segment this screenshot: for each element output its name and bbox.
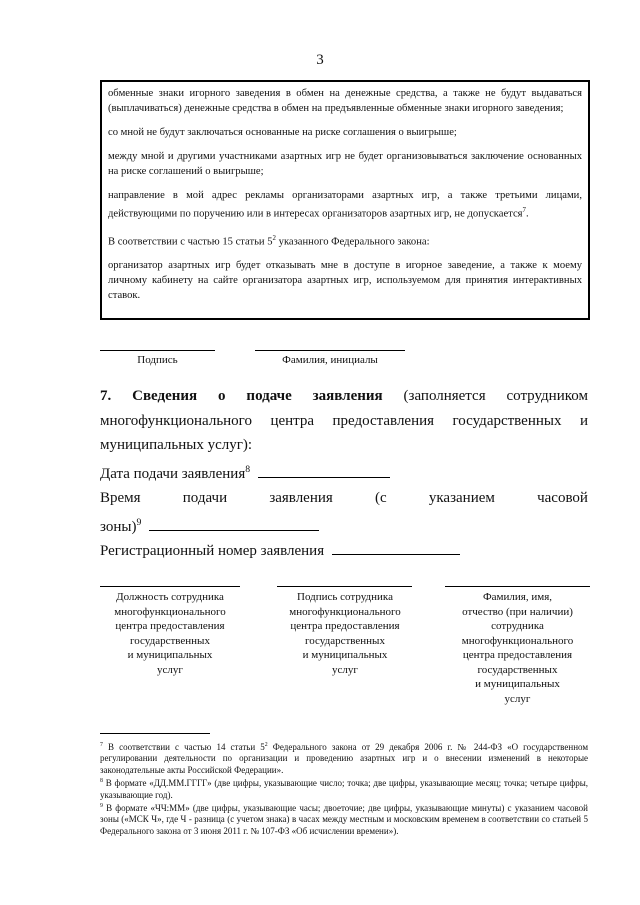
column-line: услуг [157, 663, 183, 676]
text-word: государственных [452, 412, 562, 429]
employee-position-line[interactable] [100, 586, 240, 587]
column-line: центра предоставления [462, 649, 573, 661]
heading-word: о [218, 388, 226, 404]
heading-word: Сведения [132, 388, 198, 404]
text-word: центра [270, 412, 315, 429]
section-7-line-2 [100, 409, 588, 434]
footnote-text: В соответствии с частью 14 статьи 5 [108, 742, 265, 752]
box-paragraph-text: указанного Федерального закона: [278, 236, 430, 248]
column-line: Должность сотрудника [116, 591, 224, 603]
box-paragraph: между мной и другими участниками азартных игр не будет организовываться заключение основанных на риске соглашений о выигрыше; [108, 151, 582, 177]
employee-position-label [95, 590, 245, 677]
reg-field-row [100, 539, 588, 564]
footnote-9 [100, 801, 588, 837]
intro-word: сотрудником [506, 388, 588, 404]
column-line: многофункционального [289, 605, 401, 618]
text-word: указанием [428, 490, 495, 506]
article-superscript: 2 [272, 234, 276, 242]
box-paragraph: направление в мой адрес рекламы организаторами азартных игр, а также третьими лицами, действующими по поручению или в интересах организаторов азартных игр, не допускается$^7$. [108, 190, 582, 220]
column-line: центра предоставления [290, 620, 400, 632]
column-line: многофункционального [461, 634, 574, 647]
footnote-7 [100, 740, 588, 776]
heading-word: подаче [246, 388, 292, 404]
footnote-separator [100, 733, 210, 734]
footnote-marker: 9 [100, 803, 103, 810]
section-number: 7. [100, 388, 112, 404]
column-line: государственных [477, 663, 558, 676]
text-word: заявления [269, 490, 333, 506]
text-word: часовой [537, 490, 588, 506]
text-word: и [579, 412, 588, 429]
box-paragraph [108, 231, 582, 250]
column-line: государственных [130, 634, 210, 647]
footnote-marker: 8 [100, 778, 103, 785]
column-line: услуг [332, 663, 358, 676]
box-paragraph-text: направление в мой адрес рекламы организаторами азартных игр, а также третьими лицами, действующими по поручению или в интересах организаторов азартных игр, не допускается [108, 190, 582, 220]
reg-label: Регистрационный номер заявления [100, 543, 325, 559]
signature-line[interactable] [100, 350, 215, 351]
date-label: Дата подачи заявления [100, 465, 246, 482]
column-line: услуг [504, 692, 531, 705]
heading-word: заявления [312, 388, 383, 404]
text-word: (с [375, 490, 387, 506]
box-paragraph: обменные знаки игорного заведения в обмен на денежные средства, а также не будут выдаваться (выплачиваться) денежные средства в обмен на предъявленные обменные знаки игорного заведения; [108, 88, 582, 114]
name-line[interactable] [255, 350, 405, 351]
time-input-line[interactable] [149, 516, 319, 531]
article-superscript: 2 [264, 742, 268, 748]
footnote-ref-8: 8 [245, 463, 251, 475]
date-input-line[interactable] [258, 463, 390, 478]
column-line: Фамилия, имя, [482, 591, 552, 603]
zone-field-row [100, 511, 588, 540]
text-word: Время [100, 490, 141, 506]
zone-label: зоны) [100, 518, 137, 535]
column-line: отчество (при наличии) [462, 605, 573, 618]
reg-number-input-line[interactable] [332, 540, 460, 555]
consent-box [100, 80, 590, 320]
section-7 [100, 384, 588, 564]
column-line: и муниципальных [302, 649, 388, 661]
employee-signature-label [270, 590, 420, 677]
section-7-heading-row [100, 384, 588, 409]
text-word: многофункционального [100, 412, 252, 429]
page-number: 3 [316, 52, 324, 68]
footnote-ref-7: 7 [522, 207, 526, 214]
column-line: центра предоставления [115, 620, 225, 632]
box-paragraph-text: В соответствии с частью 15 статьи 5 [108, 236, 273, 248]
section-7-line-3: муниципальных услуг): [100, 437, 253, 453]
name-label: Фамилия, инициалы [282, 354, 378, 366]
column-line: сотрудника [491, 620, 544, 632]
text-word: подачи [182, 490, 228, 506]
employee-signature-line[interactable] [277, 586, 412, 587]
time-field-row [100, 486, 588, 511]
date-field-row [100, 458, 588, 487]
column-line: многофункционального [114, 605, 226, 618]
footnote-text: В формате «ЧЧ:ММ» (две цифры, указывающие часы; двоеточие; две цифры, указывающие минуты) с указанием часовой зоны («МСК Ч», где Ч - разница (с учетом знака) в часах между местным и московским временем в соответствии со статьей 5 Федерального закона от 3 июня 2011 г. № 107-ФЗ «Об исчислении времени»). [100, 803, 588, 836]
employee-name-label [440, 590, 595, 706]
footnotes [100, 740, 588, 837]
footnote-ref-9: 9 [136, 516, 142, 528]
footnote-text: В формате «ДД.ММ.ГГГГ» (две цифры, указывающие число; точка; две цифры, указывающие месяц; точка; четыре цифры, указывающие год). [100, 778, 588, 800]
signature-label: Подпись [137, 354, 178, 366]
footnote-marker: 7 [100, 742, 103, 748]
box-paragraph: организатор азартных игр будет отказывать мне в доступе в игорное заведение, а также к моему личному кабинету на сайте организатора азартных игр, используемом для принятия интерактивных ставок. [108, 260, 582, 302]
employee-name-line[interactable] [445, 586, 590, 587]
box-paragraph: со мной не будут заключаться основанные на риске соглашения о выигрыше; [108, 127, 457, 138]
text-word: предоставления [332, 412, 435, 429]
column-line: государственных [305, 634, 385, 647]
footnote-text: Федерального закона от 29 декабря 2006 г. № 244-ФЗ «О государственном регулировании деятельности по организации и проведению азартных игр и о внесении изменений в некоторые законодательные акты Российской Федерации». [100, 742, 589, 775]
footnote-8 [100, 776, 588, 801]
column-line: Подпись сотрудника [297, 591, 393, 603]
column-line: и муниципальных [127, 649, 213, 661]
column-line: и муниципальных [475, 678, 560, 690]
intro-word: (заполняется [403, 388, 486, 404]
